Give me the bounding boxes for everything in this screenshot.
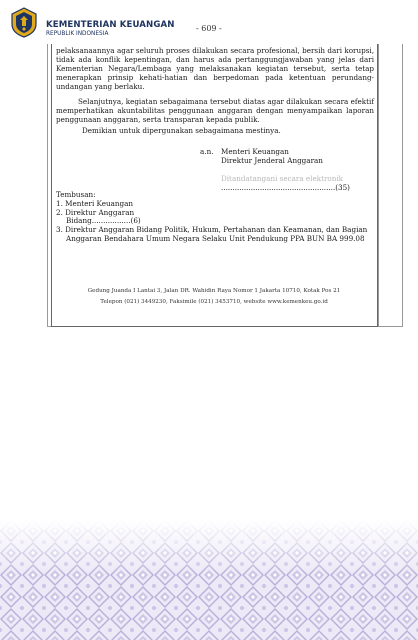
signature-title-2: Direktur Jenderal Anggaran [221,156,323,165]
ministry-emblem-icon [8,6,40,38]
signature-placeholder: ..................................................(35) [221,183,350,192]
decorative-batik-pattern [0,520,418,640]
tembusan-label: Tembusan: [56,190,96,199]
body-paragraph-2: Selanjutnya, kegiatan sebagaimana tersebut diatas agar dilakukan secara efektif memperhatikan akuntabilitas penggunaan anggaran dengan menyampaikan laporan penggunaan anggaran, serta transparan kepada publik. [56,97,374,125]
signature-title-1: Menteri Keuangan [221,147,289,156]
footer-contact: Telepon (021) 3449230, Faksimile (021) 3453710, website www.kemenkeu.go.id [100,299,328,305]
digital-signature-note: Ditandatangani secara elektronik [221,174,344,183]
tembusan-item: 3. Direktur Anggaran Bidang Politik, Hukum, Pertahanan dan Keamanan, dan Bagian Anggaran Bendahara Umum Negara Selaku Unit Pendukung PPA BUN BA 999.08 [56,225,368,244]
signature-an: a.n. [200,147,214,156]
closing-sentence: Demikian untuk dipergunakan sebagaimana mestinya. [82,126,281,135]
tembusan-item: 1. Menteri Keuangan [56,199,134,208]
tembusan-item: 2. Direktur Anggaran [56,208,135,217]
page-header [0,0,418,44]
footer-address: Gedung Juanda I Lantai 3, Jalan DR. Wahidin Raya Nomor 1 Jakarta 10710, Kotak Pos 21 [87,288,341,294]
tembusan-item-continuation: Bidang.................(6) [66,216,141,225]
ministry-name: KEMENTERIAN KEUANGAN [46,20,175,30]
republic-name: REPUBLIK INDONESIA [46,31,109,37]
page-number: - 609 - [196,24,222,33]
body-paragraph-1: pelaksanaannya agar seluruh proses dilakukan secara profesional, bersih dari korupsi, tidak ada konflik kepentingan, dan harus ada pertanggungjawaban yang jelas dari Kementerian Negara/Lembaga yang melaksanakan kegiatan tersebut, serta tetap menerapkan prinsip kehati-hatian dan berpedoman pada ketentuan perundang-undangan yang berlaku. [56,46,374,92]
